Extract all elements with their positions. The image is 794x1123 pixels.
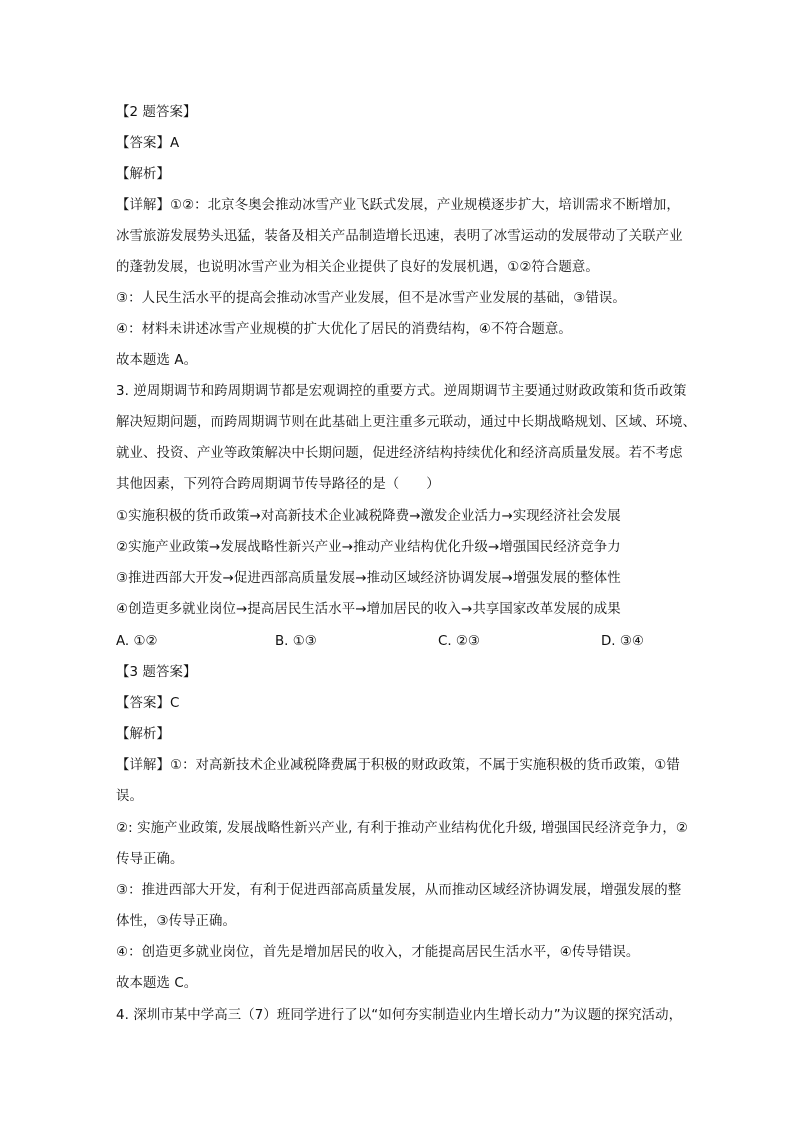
q2-answer: 【答案】A [116,136,180,151]
q3-analysis-label: 【解析】 [116,727,170,742]
q3-detail-line: 传导正确。 [116,852,184,867]
q2-detail-line: 冰雪旅游发展势头迅猛，装备及相关产品制造增长迅速，表明了冰雪运动的发展带动了关联产业 [116,229,683,244]
q3-detail-line: ③：推进西部大开发，有利于促进西部高质量发展，从而推动区域经济协调发展，增强发展的整 [116,883,682,898]
q2-analysis-label: 【解析】 [116,167,170,182]
q2-answer-header: 【2 题答案】 [116,105,197,120]
q3-detail-line: ②: 实施产业政策, 发展战略性新兴产业, 有利于推动产业结构优化升级, 增强国民经济竞争力，② [116,821,688,836]
q3-option-c: C. ②③ [438,634,480,649]
q3-item: ③推进西部大开发→促进西部高质量发展→推动区域经济协调发展→增强发展的整体性 [116,571,621,586]
q3-item: ④创造更多就业岗位→提高居民生活水平→增加居民的收入→共享国家改革发展的成果 [116,602,621,617]
q2-detail-line: ③：人民生活水平的提高会推动冰雪产业发展，但不是冰雪产业发展的基础，③错误。 [116,291,626,306]
q2-conclusion: 故本题选 A。 [116,353,198,368]
q4-stem-line: 4. 深圳市某中学高三（7）班同学进行了以“如何夯实制造业内生增长动力”为议题的探究活动， [116,1008,683,1023]
q2-detail-line: 的蓬勃发展，也说明冰雪产业为相关企业提供了良好的发展机遇，①②符合题意。 [116,260,599,275]
q3-item: ①实施积极的货币政策→对高新技术企业减税降费→激发企业活力→实现经济社会发展 [116,509,621,524]
q3-option-d: D. ③④ [601,634,644,649]
q3-option-b: B. ①③ [275,634,317,649]
q3-detail-line: 体性，③传导正确。 [116,914,237,929]
q3-detail-line: ④：创造更多就业岗位，首先是增加居民的收入，才能提高居民生活水平，④传导错误。 [116,945,640,960]
q3-detail-line: 【详解】①：对高新技术企业减税降费属于积极的财政政策，不属于实施积极的货币政策，①错 [116,758,680,773]
q3-stem-line: 解决短期问题，而跨周期调节则在此基础上更注重多元联动，通过中长期战略规划、区域、环境、 [116,415,697,430]
q3-stem-line: 3. 逆周期调节和跨周期调节都是宏观调控的重要方式。逆周期调节主要通过财政政策和货币政策 [116,384,687,399]
q3-answer: 【答案】C [116,696,180,711]
q3-stem-line: 就业、投资、产业等政策解决中长期问题，促进经济结构持续优化和经济高质量发展。若不考虑 [116,446,683,461]
q3-option-a: A. ①② [116,634,158,649]
q3-answer-header: 【3 题答案】 [116,665,197,680]
q3-detail-line: 误。 [116,789,143,804]
q3-stem-line: 其他因素，下列符合跨周期调节传导路径的是（ ） [116,477,440,492]
q2-detail-line: ④：材料未讲述冰雪产业规模的扩大优化了居民的消费结构，④不符合题意。 [116,322,572,337]
q3-conclusion: 故本题选 C。 [116,976,198,991]
q2-detail-line: 【详解】①②：北京冬奥会推动冰雪产业飞跃式发展，产业规模逐步扩大，培训需求不断增加， [116,198,680,213]
q3-item: ②实施产业政策→发展战略性新兴产业→推动产业结构优化升级→增强国民经济竞争力 [116,540,621,555]
